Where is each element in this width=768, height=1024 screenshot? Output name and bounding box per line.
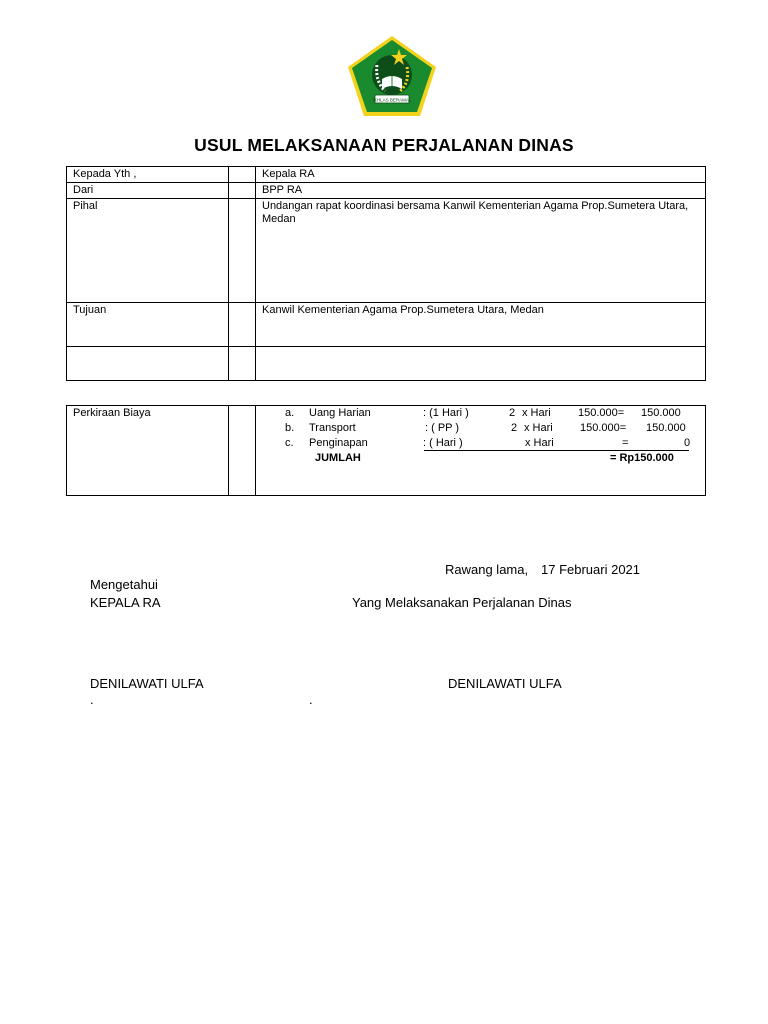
row-value: Kanwil Kementerian Agama Prop.Sumetera Utara, Medan [256,303,706,347]
total-label: JUMLAH [315,452,361,464]
left-sign-name: DENILAWATI ULFA [90,676,204,691]
row-label: Dari [67,183,229,199]
row-separator [229,347,256,381]
item-name: Transport [309,422,356,434]
right-sign-title: Yang Melaksanakan Perjalanan Dinas [352,595,572,610]
right-sign-dot: . [309,692,313,707]
item-total: 0 [684,437,691,449]
row-separator [229,199,256,303]
item-total: 150.000 [646,422,686,434]
item-unit: x Hari [524,422,553,434]
row-value: Kepala RA [256,167,706,183]
row-label: Pihal [67,199,229,303]
table-row [67,167,706,183]
right-sign-name: DENILAWATI ULFA [448,676,562,691]
item-period: : ( PP ) [425,422,460,434]
item-period: : (1 Hari ) [423,407,469,419]
item-rate: = [622,437,629,449]
table-row [67,183,706,199]
item-period: : ( Hari ) [423,437,463,449]
emblem-ribbon-text: IKHLAS BERAMAL [372,97,412,103]
table-row [67,199,706,303]
item-letter: c. [285,437,294,449]
ministry-emblem-logo [347,35,437,117]
left-sign-title: KEPALA RA [90,595,161,610]
row-separator [229,303,256,347]
info-table [66,166,706,381]
item-name: Uang Harian [309,407,371,419]
row-separator [229,167,256,183]
item-letter: a. [285,407,295,419]
place-text: Rawang lama, [445,562,529,577]
date-text: 17 Februari 2021 [541,562,641,577]
cost-label: Perkiraan Biaya [67,406,229,496]
table-row [67,347,706,381]
row-value: BPP RA [256,183,706,199]
row-value [256,347,706,381]
row-label: Tujuan [67,303,229,347]
item-letter: b. [285,422,295,434]
item-qty: 2 [509,407,516,419]
row-separator [229,183,256,199]
item-unit: x Hari [525,437,554,449]
item-name: Penginapan [309,437,368,449]
total-value: = Rp150.000 [610,452,674,464]
row-label: Kepada Yth , [67,167,229,183]
item-rate: 150.000= [580,422,627,434]
item-total: 150.000 [641,407,681,419]
table-row [67,303,706,347]
page-title: USUL MELAKSANAAN PERJALANAN DINAS [194,135,574,155]
row-separator [229,406,256,496]
left-sign-dot: . [90,692,94,707]
row-value: Undangan rapat koordinasi bersama Kanwil Kementerian Agama Prop.Sumetera Utara, Medan [256,199,706,303]
item-qty: 2 [511,422,518,434]
item-rate: 150.000= [578,407,625,419]
acknowledge-label: Mengetahui [90,577,158,592]
row-label [67,347,229,381]
item-unit: x Hari [522,407,551,419]
